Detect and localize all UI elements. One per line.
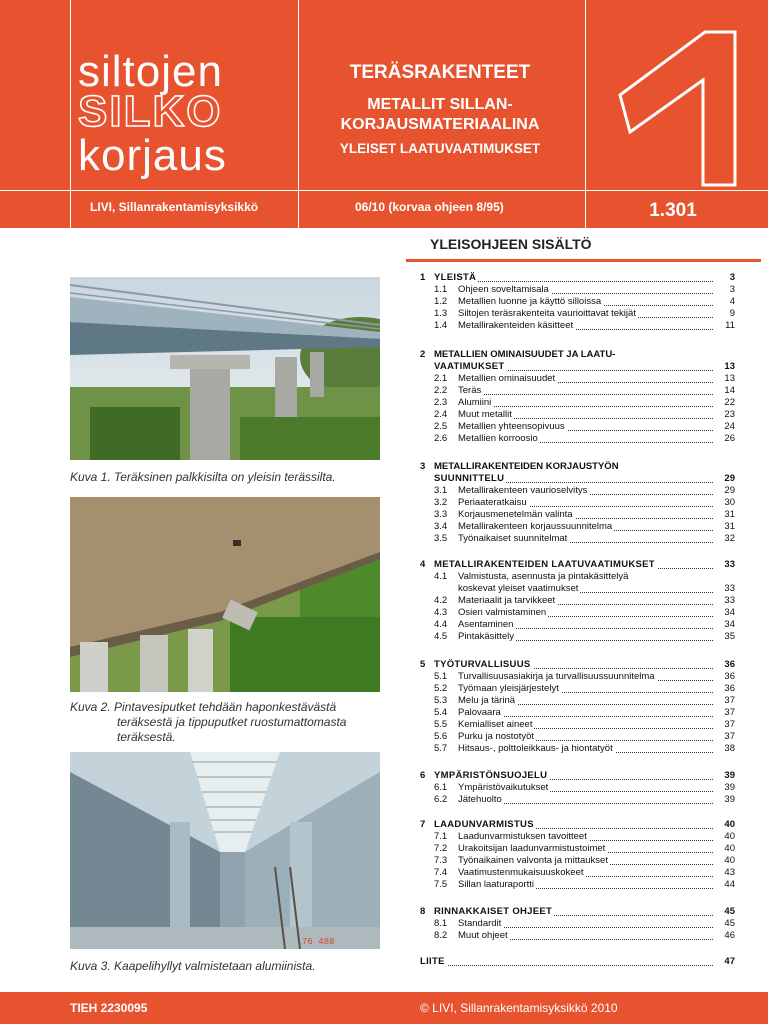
toc-label: Metallien luonne ja käyttö silloissa [458,296,602,307]
toc-label: Muut ohjeet [458,930,508,941]
toc-page: 36 [724,683,735,694]
toc-entry[interactable] [420,296,735,308]
toc-entry[interactable] [420,607,735,619]
toc-entry[interactable] [420,930,735,942]
toc-entry[interactable] [420,409,735,421]
toc-entry[interactable] [420,284,735,296]
footer-code: TIEH 2230095 [70,1001,148,1015]
toc-section-heading[interactable] [420,349,735,361]
toc-entry[interactable] [420,320,735,332]
document-number: 1.301 [649,200,697,221]
toc-num: 4.2 [434,595,448,606]
toc-page: 37 [724,707,735,718]
toc-page: 26 [724,433,735,444]
toc-num: 6.1 [434,782,448,793]
toc-label: Purku ja nostotyöt [458,731,535,742]
toc-label: YMPÄRISTÖNSUOJELU [434,770,548,781]
toc-page: 36 [724,671,735,682]
toc-section-heading[interactable] [420,272,735,284]
toc-section-heading[interactable] [420,770,735,782]
toc-num: 2.2 [434,385,448,396]
toc-label: Metallien ominaisuudet [458,373,556,384]
toc-entry[interactable] [420,533,735,545]
toc-num: 5.7 [434,743,448,754]
toc-entry[interactable] [420,695,735,707]
toc-page: 29 [724,485,735,496]
toc-entry[interactable] [420,631,735,643]
toc-num: 5.1 [434,671,448,682]
toc-entry[interactable] [420,421,735,433]
toc-num: 5 [420,659,426,670]
toc-page: 29 [724,473,735,484]
toc-num: 1.4 [434,320,448,331]
figure-caption-line: teräksestä ja tippuputket ruostumattomasta [117,715,347,729]
toc-label: Työnaikainen valvonta ja mittaukset [458,855,608,866]
logo-line-2: SILKO [78,87,223,136]
toc-page: 30 [724,497,735,508]
toc-entry[interactable] [420,521,735,533]
toc-label: Teräs [458,385,482,396]
toc-entry[interactable] [420,509,735,521]
toc-section-heading[interactable] [420,819,735,831]
toc-title: YLEISOHJEEN SISÄLTÖ [430,236,592,252]
toc-label: Työnaikaiset suunnitelmat [458,533,568,544]
toc-label: Metallien yhteensopivuus [458,421,565,432]
toc-entry[interactable] [420,595,735,607]
toc-section-heading[interactable] [420,659,735,671]
photo-bridge-underside-drainpipes [70,497,380,692]
toc-section-heading[interactable] [420,461,735,473]
toc-page: 11 [725,320,735,331]
toc-entry[interactable] [420,571,735,583]
toc-label: Ympäristövaikutukset [458,782,549,793]
figure-caption-line: teräksestä. [117,730,176,744]
toc-num: 6 [420,770,426,781]
toc-entry[interactable] [420,373,735,385]
toc-num: 8.1 [434,918,448,929]
toc-label: Ohjeen soveltamisala [458,284,549,295]
toc-page: 43 [724,867,735,878]
toc-section [420,770,735,806]
toc-page: 24 [724,421,735,432]
toc-page: 39 [724,794,735,805]
toc-num: 3.4 [434,521,448,532]
toc-num: 8.2 [434,930,448,941]
toc-page: 47 [724,956,735,967]
header-divider [70,0,71,228]
photo-steel-girder-bridge [70,277,380,460]
toc-label: LAADUNVARMISTUS [434,819,534,830]
footer-copyright: © LIVI, Sillanrakentamisyksikkö 2010 [420,1001,618,1015]
toc-label: Jätehuolto [458,794,502,805]
toc-entry[interactable] [420,683,735,695]
toc-section [420,461,735,545]
toc-label: Metallien korroosio [458,433,538,444]
toc-page: 33 [724,595,735,606]
toc-num: 7.2 [434,843,448,854]
toc-page: 23 [724,409,735,420]
toc-entry[interactable] [420,855,735,867]
toc-num: 3 [420,461,426,472]
toc-label: Melu ja tärinä [458,695,516,706]
toc-num: 1.2 [434,296,448,307]
toc-label: Metallirakenteiden käsitteet [458,320,574,331]
toc-entry[interactable] [420,831,735,843]
toc-label: Pintakäsittely [458,631,514,642]
photo-aluminium-cable-trays [70,752,380,949]
toc-page: 22 [724,397,735,408]
toc-num: 7.4 [434,867,448,878]
toc-num: 7 [420,819,426,830]
toc-num: 5.2 [434,683,448,694]
toc-num: 3.1 [434,485,448,496]
publisher: LIVI, Sillanrakentamisyksikkö [90,200,259,214]
toc-num: 2.6 [434,433,448,444]
toc-section [420,349,735,445]
toc-page: 39 [724,770,735,781]
toc-label: LIITE [420,956,445,967]
toc-section-heading[interactable] [420,559,735,571]
toc-page: 37 [724,719,735,730]
document-subtitle-line: KORJAUSMATERIAALINA [340,116,540,133]
toc-label: Periaateratkaisu [458,497,527,508]
toc-label: METALLIRAKENTEIDEN KORJAUSTYÖN [434,461,619,472]
toc-label: Asentaminen [458,619,514,630]
toc-entry[interactable] [420,731,735,743]
toc-page: 37 [724,731,735,742]
toc-entry[interactable] [420,497,735,509]
figure-caption [70,700,346,745]
toc-page: 34 [724,619,735,630]
toc-page: 34 [724,607,735,618]
toc-page: 13 [724,361,735,372]
toc-entry[interactable] [420,782,735,794]
toc-num: 5.4 [434,707,448,718]
toc-entry[interactable] [420,879,735,891]
toc-num: 2.1 [434,373,448,384]
toc-label: Valmistusta, asennusta ja pintakäsittelyä [458,571,629,582]
toc-page: 31 [724,521,735,532]
toc-page: 31 [724,509,735,520]
toc-num: 4.5 [434,631,448,642]
document-subtitle-2: YLEISET LAATUVAATIMUKSET [339,141,541,156]
document-subtitle-line: METALLIT SILLAN- [367,96,513,113]
toc-entry[interactable] [420,671,735,683]
toc-num: 7.1 [434,831,448,842]
toc-num: 7.5 [434,879,448,890]
chapter-number [600,20,760,190]
toc-num: 4.4 [434,619,448,630]
toc-num: 1.1 [434,284,448,295]
toc-section [420,659,735,755]
toc-section-heading-cont[interactable] [420,473,735,485]
toc-page: 40 [724,819,735,830]
toc-page: 38 [724,743,735,754]
toc-label: Hitsaus-, polttoleikkaus- ja hiontatyöt [458,743,613,754]
toc-page: 44 [724,879,735,890]
toc-entry[interactable] [420,707,735,719]
toc-num: 8 [420,906,426,917]
toc-num: 2.3 [434,397,448,408]
toc-section [420,819,735,891]
toc-rule [406,259,761,262]
toc-page: 4 [729,296,735,307]
toc-num: 4.1 [434,571,448,582]
toc-page: 13 [724,373,735,384]
header-divider [0,190,768,191]
toc-label: Alumiini [458,397,492,408]
toc-section [420,906,735,942]
toc-page: 40 [724,855,735,866]
toc-page: 36 [724,659,735,670]
header-divider [585,0,586,228]
toc-appendix [420,956,735,968]
toc-label: Standardit [458,918,502,929]
toc-page: 3 [729,284,735,295]
toc-page: 33 [724,583,735,594]
toc-label: Kemialliset aineet [458,719,533,730]
toc-label: Metallirakenteen korjaussuunnitelma [458,521,613,532]
toc-label: TYÖTURVALLISUUS [434,659,531,670]
toc-num: 4 [420,559,426,570]
toc-num: 5.5 [434,719,448,730]
toc-entry[interactable] [420,843,735,855]
toc-label: METALLIEN OMINAISUUDET JA LAATU- [434,349,616,360]
toc-page: 3 [729,272,735,283]
toc-num: 6.2 [434,794,448,805]
toc-page: 14 [724,385,735,396]
toc-section-heading[interactable] [420,906,735,918]
toc-page: 33 [724,559,735,570]
toc-label: Muut metallit [458,409,512,420]
toc-section-heading-cont[interactable] [420,361,735,373]
toc-page: 35 [724,631,735,642]
toc-label: Laadunvarmistuksen tavoitteet [458,831,587,842]
toc-page: 46 [724,930,735,941]
figure-caption: Kuva 1. Teräksinen palkkisilta on yleisin terässilta. [70,470,336,484]
toc-label: SUUNNITTELU [434,473,505,484]
toc-label: Materiaalit ja tarvikkeet [458,595,556,606]
toc-num: 7.3 [434,855,448,866]
toc-entry[interactable] [420,918,735,930]
toc-label: Urakoitsijan laadunvarmistustoimet [458,843,606,854]
toc-section [420,272,735,332]
toc-page: 37 [724,695,735,706]
toc-label: YLEISTÄ [434,272,477,283]
toc-page: 40 [724,843,735,854]
toc-label: Metallirakenteen vaurioselvitys [458,485,588,496]
toc-page: 39 [724,782,735,793]
toc-label: METALLIRAKENTEIDEN LAATUVAATIMUKSET [434,559,655,570]
toc-num: 5.3 [434,695,448,706]
issue-date: 06/10 (korvaa ohjeen 8/95) [355,200,504,214]
toc-entry[interactable] [420,719,735,731]
toc-page: 40 [724,831,735,842]
toc-label: Palovaara [458,707,501,718]
toc-entry[interactable] [420,433,735,445]
logo-line-3: korjaus [78,131,227,180]
toc-entry[interactable] [420,485,735,497]
document-title: TERÄSRAKENTEET [349,62,531,83]
toc-num: 3.5 [434,533,448,544]
figure-caption: Kuva 3. Kaapelihyllyt valmistetaan alumiinista. [70,959,316,973]
toc-entry[interactable] [420,397,735,409]
toc-appendix-entry[interactable] [420,956,735,968]
toc-label: Korjausmenetelmän valinta [458,509,573,520]
toc-page: 32 [724,533,735,544]
toc-entry[interactable] [420,308,735,320]
toc-label: Osien valmistaminen [458,607,547,618]
toc-num: 3.2 [434,497,448,508]
toc-label: Vaatimustenmukaisuuskokeet [458,867,584,878]
toc-num: 1.3 [434,308,448,319]
toc-entry[interactable] [420,867,735,879]
toc-label: VAATIMUKSET [434,361,505,372]
header-divider [298,0,299,228]
photo-date-stamp: 76 488 [302,937,335,947]
toc-num: 2 [420,349,426,360]
toc-label: RINNAKKAISET OHJEET [434,906,553,917]
figure-caption-line: Kuva 2. Pintavesiputket tehdään haponkestävästä [70,700,337,714]
toc-page: 45 [724,918,735,929]
logo-line-1: siltojen [78,47,223,96]
toc-num: 2.4 [434,409,448,420]
toc-num: 4.3 [434,607,448,618]
toc-entry[interactable] [420,794,735,806]
toc-page: 45 [724,906,735,917]
toc-entry[interactable] [420,743,735,755]
toc-label: Sillan laaturaportti [458,879,535,890]
toc-entry[interactable] [420,619,735,631]
toc-label: Siltojen teräsrakenteita vaurioittavat tekijät [458,308,636,319]
toc-num: 3.3 [434,509,448,520]
toc-label: Työmaan yleisjärjestelyt [458,683,559,694]
toc-section [420,559,735,643]
toc-entry-cont[interactable] [420,583,735,595]
toc-num: 2.5 [434,421,448,432]
toc-num: 1 [420,272,426,283]
toc-page: 9 [729,308,735,319]
toc-num: 5.6 [434,731,448,742]
toc-label: Turvallisuusasiakirja ja turvallisuussuunnitelma [458,671,655,682]
toc-label: koskevat yleiset vaatimukset [458,583,579,594]
toc-entry[interactable] [420,385,735,397]
document-subtitle [312,95,568,135]
